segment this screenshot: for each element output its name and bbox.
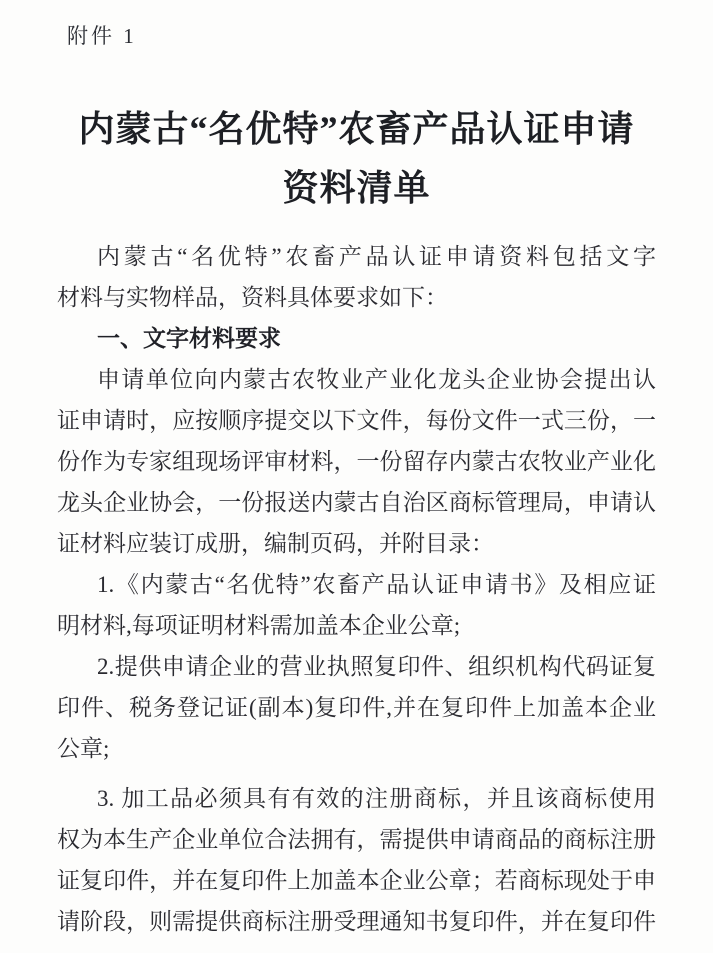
body-line: 龙头企业协会，一份报送内蒙古自治区商标管理局，申请认 [57, 490, 656, 515]
body-line: 印件、税务登记证(副本)复印件,并在复印件上加盖本企业 [57, 695, 656, 720]
body-line: 材料与实物样品，资料具体要求如下： [57, 285, 448, 310]
document-body [57, 236, 656, 942]
body-line: 明材料,每项证明材料需加盖本企业公章; [57, 613, 461, 638]
attachment-label: 附件 1 [67, 24, 137, 48]
body-line: 申请单位向内蒙古农牧业产业化龙头企业协会提出认 [97, 367, 656, 392]
body-line: 证复印件，并在复印件上加盖本企业公章；若商标现处于申 [57, 868, 656, 893]
body-line: 证材料应装订成册，编制页码，并附目录： [57, 531, 494, 556]
body-line: 公章; [57, 736, 110, 761]
title-line-2: 资料清单 [282, 168, 431, 208]
body-line: 请阶段，则需提供商标注册受理通知书复印件，并在复印件 [57, 909, 656, 934]
body-line: 证申请时，应按顺序提交以下文件，每份文件一式三份，一 [57, 408, 656, 433]
body-line-item-1: 1.《内蒙古“名优特”农畜产品认证申请书》及相应证 [97, 572, 656, 597]
body-line: 权为本生产企业单位合法拥有，需提供申请商品的商标注册 [57, 827, 656, 852]
body-line: 内蒙古“名优特”农畜产品认证申请资料包括文字 [97, 244, 656, 269]
body-line-item-3: 3. 加工品必须具有有效的注册商标，并且该商标使用 [97, 786, 656, 811]
title-line-1: 内蒙古“名优特”农畜产品认证申请 [78, 109, 635, 149]
body-line: 份作为专家组现场评审材料，一份留存内蒙古农牧业产业化 [57, 449, 656, 474]
section-heading-text-materials: 一、文字材料要求 [97, 326, 281, 351]
body-line-item-2: 2.提供申请企业的营业执照复印件、组织机构代码证复 [97, 654, 656, 679]
document-title [0, 100, 713, 218]
